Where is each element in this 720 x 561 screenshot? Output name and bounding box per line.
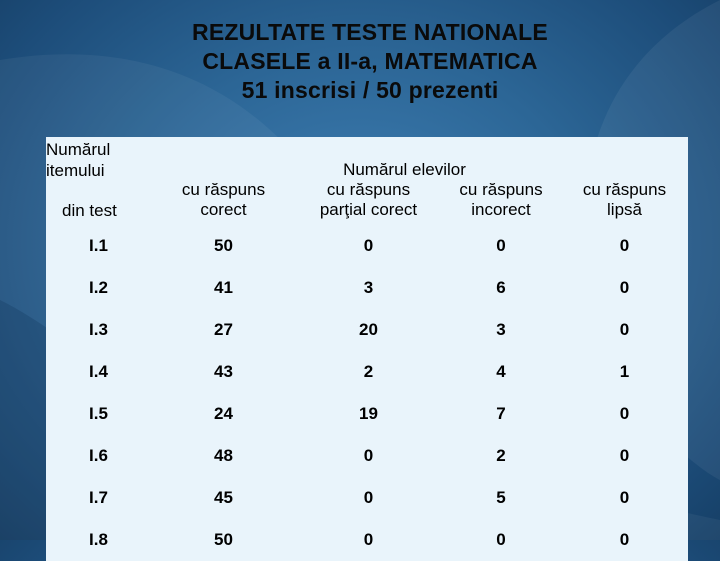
count-cell-partial: 20 bbox=[359, 320, 378, 339]
count-cell-partial: 0 bbox=[363, 530, 374, 549]
count-cell-corect: 24 bbox=[214, 404, 233, 423]
table-row bbox=[46, 309, 688, 351]
item-label-cell: I.7 bbox=[89, 488, 108, 507]
column-header-partial: cu răspuns parţial corect bbox=[319, 180, 418, 219]
column-header-lipsa: cu răspuns lipsă bbox=[582, 180, 667, 219]
count-cell-incorect: 0 bbox=[496, 530, 506, 549]
item-header-line-2: itemului bbox=[46, 161, 105, 180]
count-cell-incorect: 0 bbox=[496, 236, 506, 255]
item-label-cell: I.4 bbox=[89, 362, 108, 381]
count-cell-lipsa: 0 bbox=[619, 278, 630, 297]
count-cell-partial: 19 bbox=[359, 404, 378, 423]
item-label-cell: I.2 bbox=[89, 278, 108, 297]
count-cell-incorect: 7 bbox=[496, 404, 506, 423]
table-header-row bbox=[46, 137, 688, 225]
table-row bbox=[46, 393, 688, 435]
item-header-line-1: Numărul bbox=[46, 140, 111, 159]
table-row bbox=[46, 519, 688, 561]
table-row bbox=[46, 477, 688, 519]
count-cell-lipsa: 0 bbox=[619, 530, 630, 549]
page-title bbox=[0, 18, 720, 105]
count-cell-lipsa: 1 bbox=[619, 362, 630, 381]
count-cell-corect: 43 bbox=[214, 362, 233, 381]
column-header-corect: cu răspuns corect bbox=[181, 180, 266, 219]
item-header-cell bbox=[46, 137, 151, 225]
count-cell-incorect: 2 bbox=[496, 446, 506, 465]
table-row bbox=[46, 435, 688, 477]
table-body bbox=[46, 225, 688, 561]
count-cell-partial: 0 bbox=[363, 488, 374, 507]
item-header-line-3: din test bbox=[62, 201, 117, 220]
count-cell-partial: 2 bbox=[363, 362, 374, 381]
count-cell-corect: 48 bbox=[214, 446, 233, 465]
title-line-3: 51 inscrisi / 50 prezenti bbox=[241, 77, 499, 103]
count-cell-corect: 50 bbox=[214, 236, 233, 255]
count-cell-lipsa: 0 bbox=[619, 320, 630, 339]
item-label-cell: I.5 bbox=[89, 404, 108, 423]
count-cell-incorect: 5 bbox=[496, 488, 506, 507]
item-label-cell: I.8 bbox=[89, 530, 108, 549]
count-cell-lipsa: 0 bbox=[619, 446, 630, 465]
item-label-cell: I.3 bbox=[89, 320, 108, 339]
count-cell-incorect: 6 bbox=[496, 278, 506, 297]
title-line-1: REZULTATE TESTE NATIONALE bbox=[192, 19, 548, 45]
count-cell-corect: 45 bbox=[214, 488, 233, 507]
table-row bbox=[46, 267, 688, 309]
table-row bbox=[46, 225, 688, 267]
group-header: Numărul elevilor bbox=[343, 160, 466, 179]
count-cell-corect: 50 bbox=[214, 530, 233, 549]
count-cell-incorect: 3 bbox=[496, 320, 506, 339]
group-header-cell bbox=[151, 137, 688, 225]
count-cell-partial: 0 bbox=[363, 446, 374, 465]
count-cell-lipsa: 0 bbox=[619, 236, 630, 255]
column-headers bbox=[151, 180, 688, 220]
count-cell-lipsa: 0 bbox=[619, 404, 630, 423]
count-cell-corect: 27 bbox=[214, 320, 233, 339]
results-table bbox=[46, 137, 688, 561]
item-label-cell: I.6 bbox=[89, 446, 108, 465]
table-row bbox=[46, 351, 688, 393]
count-cell-incorect: 4 bbox=[496, 362, 506, 381]
count-cell-partial: 3 bbox=[363, 278, 374, 297]
title-line-2: CLASELE a II-a, MATEMATICA bbox=[202, 48, 538, 74]
item-label-cell: I.1 bbox=[89, 236, 108, 255]
count-cell-corect: 41 bbox=[214, 278, 233, 297]
count-cell-partial: 0 bbox=[363, 236, 374, 255]
count-cell-lipsa: 0 bbox=[619, 488, 630, 507]
column-header-incorect: cu răspuns incorect bbox=[459, 180, 543, 219]
